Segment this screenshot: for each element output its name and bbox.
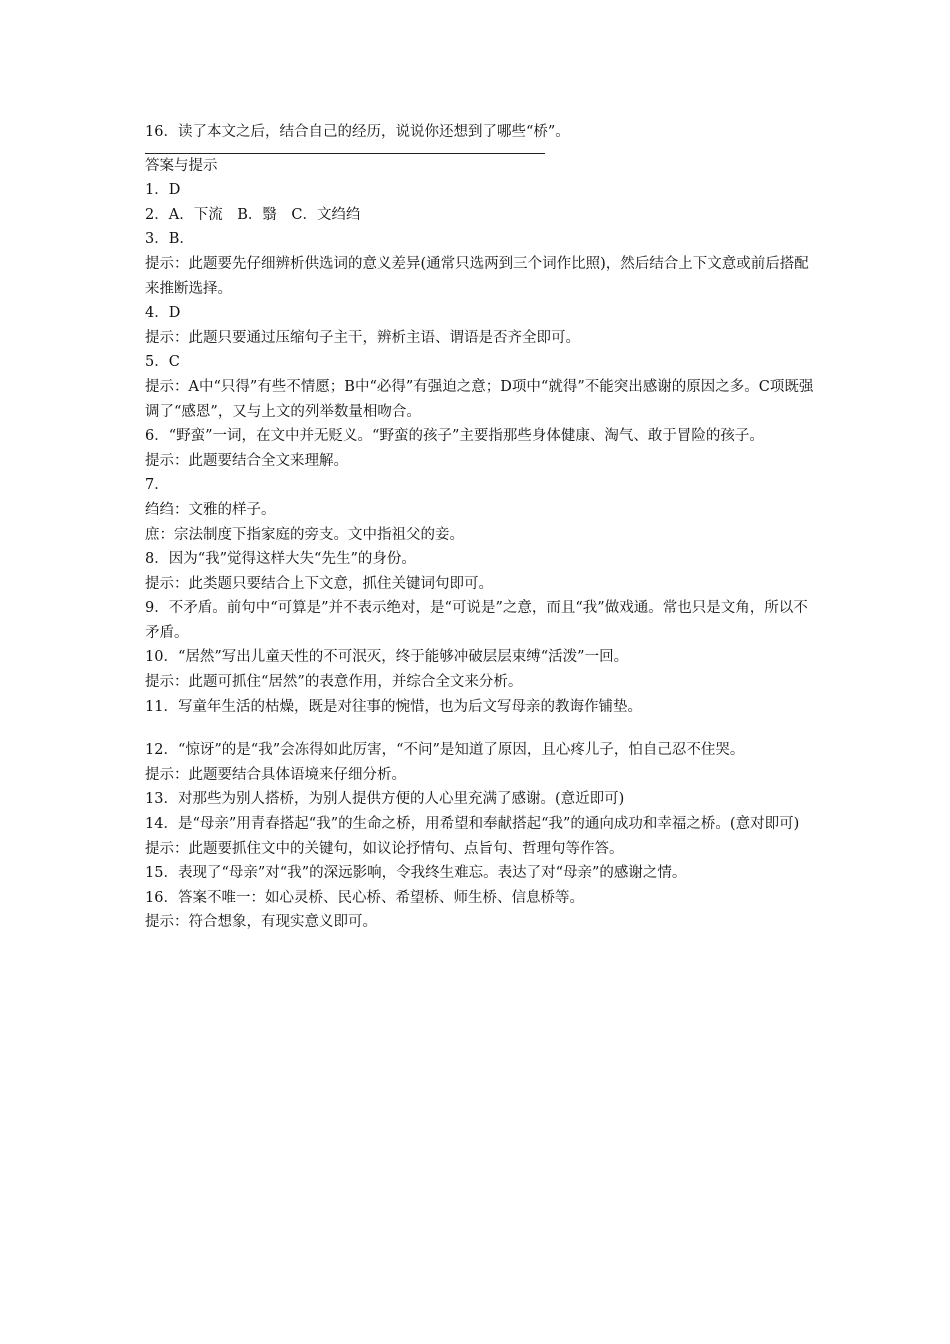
answer-line: 11．写童年生活的枯燥，既是对往事的惋惜，也为后文写母亲的教诲作铺垫。 bbox=[145, 698, 642, 715]
document-page bbox=[145, 120, 815, 935]
answer-line: 15．表现了“母亲”对“我”的深远影响，令我终生难忘。表达了对“母亲”的感谢之情。 bbox=[145, 865, 687, 882]
hint-line: 提示：此题可抓住“居然”的表意作用，并综合全文来分析。 bbox=[145, 674, 523, 691]
answer-line: 5．C bbox=[145, 354, 180, 371]
answer-line: 庶：宗法制度下指家庭的旁支。文中指祖父的妾。 bbox=[145, 526, 464, 543]
hint-line: 提示：A中“只得”有些不情愿；B中“必得”有强迫之意；D项中“就得”不能突出感谢的原因之多。C项既强调了“感恩”，又与上文的列举数量相吻合。 bbox=[145, 378, 814, 420]
answer-line: 6．“野蛮”一词，在文中并无贬义。“野蛮的孩子”主要指那些身体健康、淘气、敢于冒险的孩子。 bbox=[145, 428, 764, 445]
answer-line: 2．A．下流 B．翳 C．文绉绉 bbox=[145, 206, 361, 223]
answer-line: 3．B． bbox=[145, 231, 194, 248]
question-16: 16．读了本文之后，结合自己的经历，说说你还想到了哪些“桥”。 bbox=[145, 124, 570, 140]
answer-line: 16．答案不唯一：如心灵桥、民心桥、希望桥、师生桥、信息桥等。 bbox=[145, 889, 584, 906]
hint-line: 提示：此类题只要结合上下文意，抓住关键词句即可。 bbox=[145, 575, 493, 592]
paragraph-gap bbox=[145, 719, 815, 738]
answer-line: 4．D bbox=[145, 305, 181, 322]
hint-line: 提示：符合想象，有现实意义即可。 bbox=[145, 914, 377, 931]
answer-line: 12．“惊讶”的是“我”会冻得如此厉害，“不问”是知道了原因，且心疼儿子，怕自己忍不住哭。 bbox=[145, 742, 745, 759]
answer-line: 9．不矛盾。前句中“可算是”并不表示绝对，是“可说是”之意，而且“我”做戏通。常也只是文角，所以不矛盾。 bbox=[145, 600, 808, 641]
hint-line: 提示：此题要结合具体语境来仔细分析。 bbox=[145, 766, 406, 783]
answer-line: 10．“居然”写出儿童天性的不可泯灭，终于能够冲破层层束缚“活泼”一回。 bbox=[145, 649, 629, 666]
hint-line: 提示：此题要结合全文来理解。 bbox=[145, 452, 348, 469]
answer-line: 14．是“母亲”用青春搭起“我”的生命之桥，用希望和奉献搭起“我”的通向成功和幸福之桥。(意对即可) bbox=[145, 816, 800, 833]
answer-line: 8．因为“我”觉得这样大失“先生”的身份。 bbox=[145, 551, 416, 568]
answer-line: 13．对那些为别人搭桥，为别人提供方便的人心里充满了感谢。(意近即可) bbox=[145, 791, 625, 808]
hint-line: 提示：此题要抓住文中的关键句，如议论抒情句、点旨句、哲理句等作答。 bbox=[145, 840, 624, 857]
answer-line: 1．D bbox=[145, 182, 181, 199]
hint-line: 提示：此题只要通过压缩句子主干，辨析主语、谓语是否齐全即可。 bbox=[145, 329, 580, 346]
hint-line: 提示：此题要先仔细辨析供选词的意义差异(通常只选两到三个词作比照)，然后结合上下文意或前后搭配来推断选择。 bbox=[145, 255, 809, 297]
answers-heading: 答案与提示 bbox=[145, 157, 218, 174]
answer-line: 7． bbox=[145, 477, 169, 494]
answer-line: 绉绉：文雅的样子。 bbox=[145, 501, 276, 518]
